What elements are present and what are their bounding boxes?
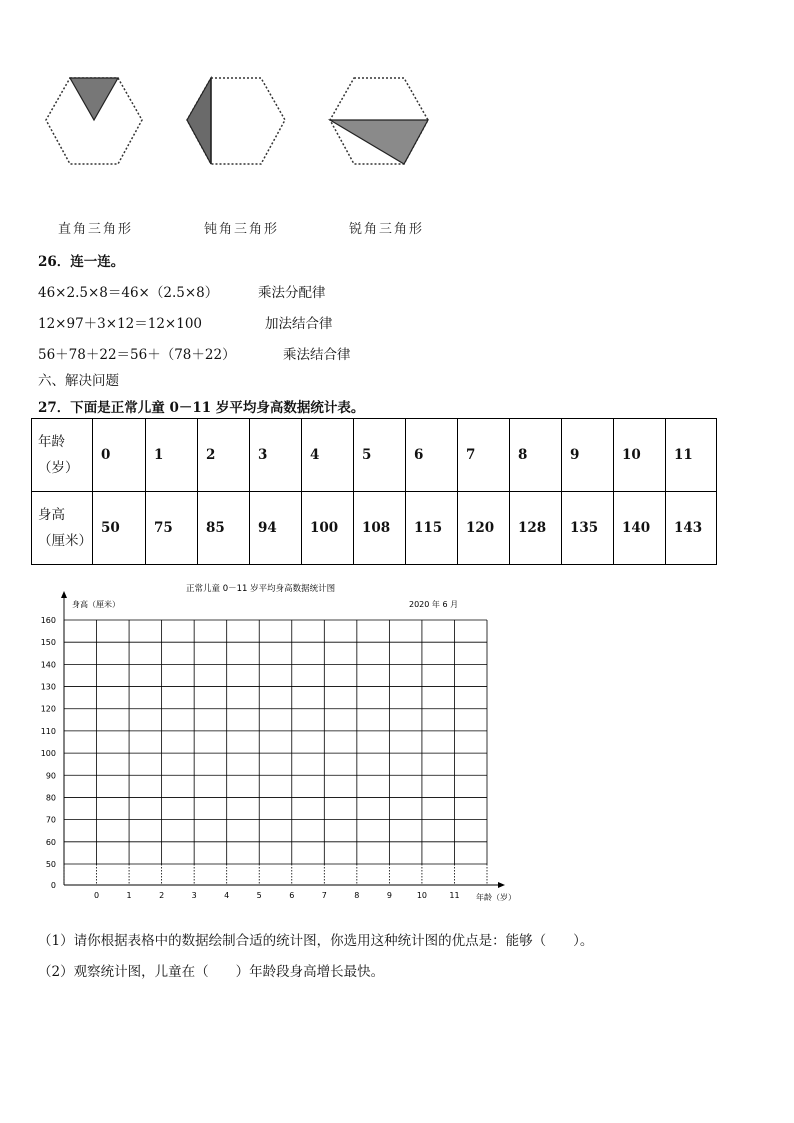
height-unit-label: （厘米） — [38, 533, 92, 549]
y-tick-label: 80 — [45, 793, 56, 803]
age-label: 年龄 — [38, 434, 65, 450]
y-tick-label: 120 — [40, 704, 56, 714]
height-cell: 94 — [250, 492, 302, 565]
height-data-table — [31, 418, 717, 565]
age-row-header — [32, 419, 93, 492]
x-tick-label: 1 — [126, 891, 132, 900]
age-cell: 11 — [666, 419, 717, 492]
y-tick-label: 130 — [40, 682, 56, 692]
age-cell: 1 — [146, 419, 198, 492]
x-tick-label: 0 — [93, 891, 100, 900]
y-tick-label: 160 — [40, 616, 56, 625]
x-tick-label: 9 — [386, 891, 392, 900]
age-cell: 0 — [93, 419, 146, 492]
height-label: 身高 — [38, 507, 65, 523]
q26-expr-1: 46×2.5×8＝46×（2.5×8） — [38, 285, 219, 301]
height-cell: 85 — [198, 492, 250, 565]
hexagon-obtuse-triangle-figure — [183, 72, 289, 168]
age-cell: 7 — [458, 419, 510, 492]
section-heading: 六、解决问题 — [38, 373, 119, 389]
y-tick-label: 150 — [40, 638, 56, 648]
caption-acute-triangle: 锐角三角形 — [349, 222, 425, 237]
height-cell: 128 — [510, 492, 562, 565]
chart-date: 2020 年 6 月 — [409, 600, 459, 609]
y-tick-label: 60 — [45, 837, 56, 847]
y-axis-arrow — [61, 591, 67, 598]
age-cell: 4 — [302, 419, 354, 492]
y-tick-label: 50 — [45, 860, 56, 869]
q26-expr-3: 56＋78＋22＝56＋（78＋22） — [38, 347, 236, 363]
height-cell: 50 — [93, 492, 146, 565]
height-cell: 143 — [666, 492, 717, 565]
height-cell: 75 — [146, 492, 198, 565]
age-row — [32, 419, 717, 492]
y-axis-label: 身高（厘米） — [72, 600, 120, 609]
age-cell: 2 — [198, 419, 250, 492]
q26-expr-2: 12×97＋3×12＝12×100 — [38, 316, 203, 332]
x-tick-label: 8 — [354, 891, 360, 900]
age-cell: 9 — [562, 419, 614, 492]
y-tick-label: 70 — [45, 815, 56, 825]
age-cell: 10 — [614, 419, 666, 492]
y-tick-label: 0 — [50, 881, 56, 890]
q27-sub2: （2）观察统计图，儿童在（ ）年龄段身高增长最快。 — [38, 964, 385, 980]
height-cell: 108 — [354, 492, 406, 565]
hexagon-right-triangle-figure — [42, 72, 146, 168]
q27-title: 27．下面是正常儿童 0－11 岁平均身高数据统计表。 — [38, 400, 365, 416]
x-tick-label: 10 — [416, 891, 428, 900]
hexagon-acute-triangle-figure — [326, 72, 432, 168]
chart-title: 正常儿童 0－11 岁平均身高数据统计图 — [186, 584, 336, 594]
x-tick-label: 3 — [191, 891, 197, 900]
x-tick-label: 5 — [256, 891, 262, 900]
q26-title: 26．连一连。 — [38, 254, 125, 270]
height-cell: 135 — [562, 492, 614, 565]
q27-sub1: （1）请你根据表格中的数据绘制合适的统计图，你选用这种统计图的优点是：能够（ ）。 — [38, 933, 594, 949]
age-unit-label: （岁） — [38, 460, 79, 476]
x-axis-label: 年龄（岁） — [476, 893, 516, 902]
height-row-header — [32, 492, 93, 565]
x-axis-arrow — [498, 882, 505, 888]
caption-obtuse-triangle: 钝角三角形 — [204, 222, 280, 237]
x-tick-label: 4 — [224, 891, 230, 900]
height-cell: 120 — [458, 492, 510, 565]
age-cell: 6 — [406, 419, 458, 492]
q26-law-3: 乘法结合律 — [283, 347, 351, 363]
x-tick-label: 2 — [159, 891, 165, 900]
height-cell: 140 — [614, 492, 666, 565]
age-cell: 5 — [354, 419, 406, 492]
q26-law-2: 加法结合律 — [265, 316, 333, 332]
age-cell: 3 — [250, 419, 302, 492]
y-tick-label: 90 — [45, 771, 56, 781]
height-cell: 100 — [302, 492, 354, 565]
x-tick-label: 6 — [289, 891, 295, 900]
x-tick-label: 7 — [321, 891, 327, 900]
caption-right-triangle: 直角三角形 — [58, 222, 134, 237]
age-cell: 8 — [510, 419, 562, 492]
height-cell: 115 — [406, 492, 458, 565]
y-tick-label: 140 — [40, 660, 56, 670]
height-row — [32, 492, 717, 565]
y-tick-label: 110 — [40, 726, 56, 736]
height-line-chart-grid — [0, 576, 794, 906]
x-tick-label: 11 — [449, 891, 460, 900]
y-tick-label: 100 — [40, 749, 56, 759]
q26-law-1: 乘法分配律 — [258, 285, 326, 301]
